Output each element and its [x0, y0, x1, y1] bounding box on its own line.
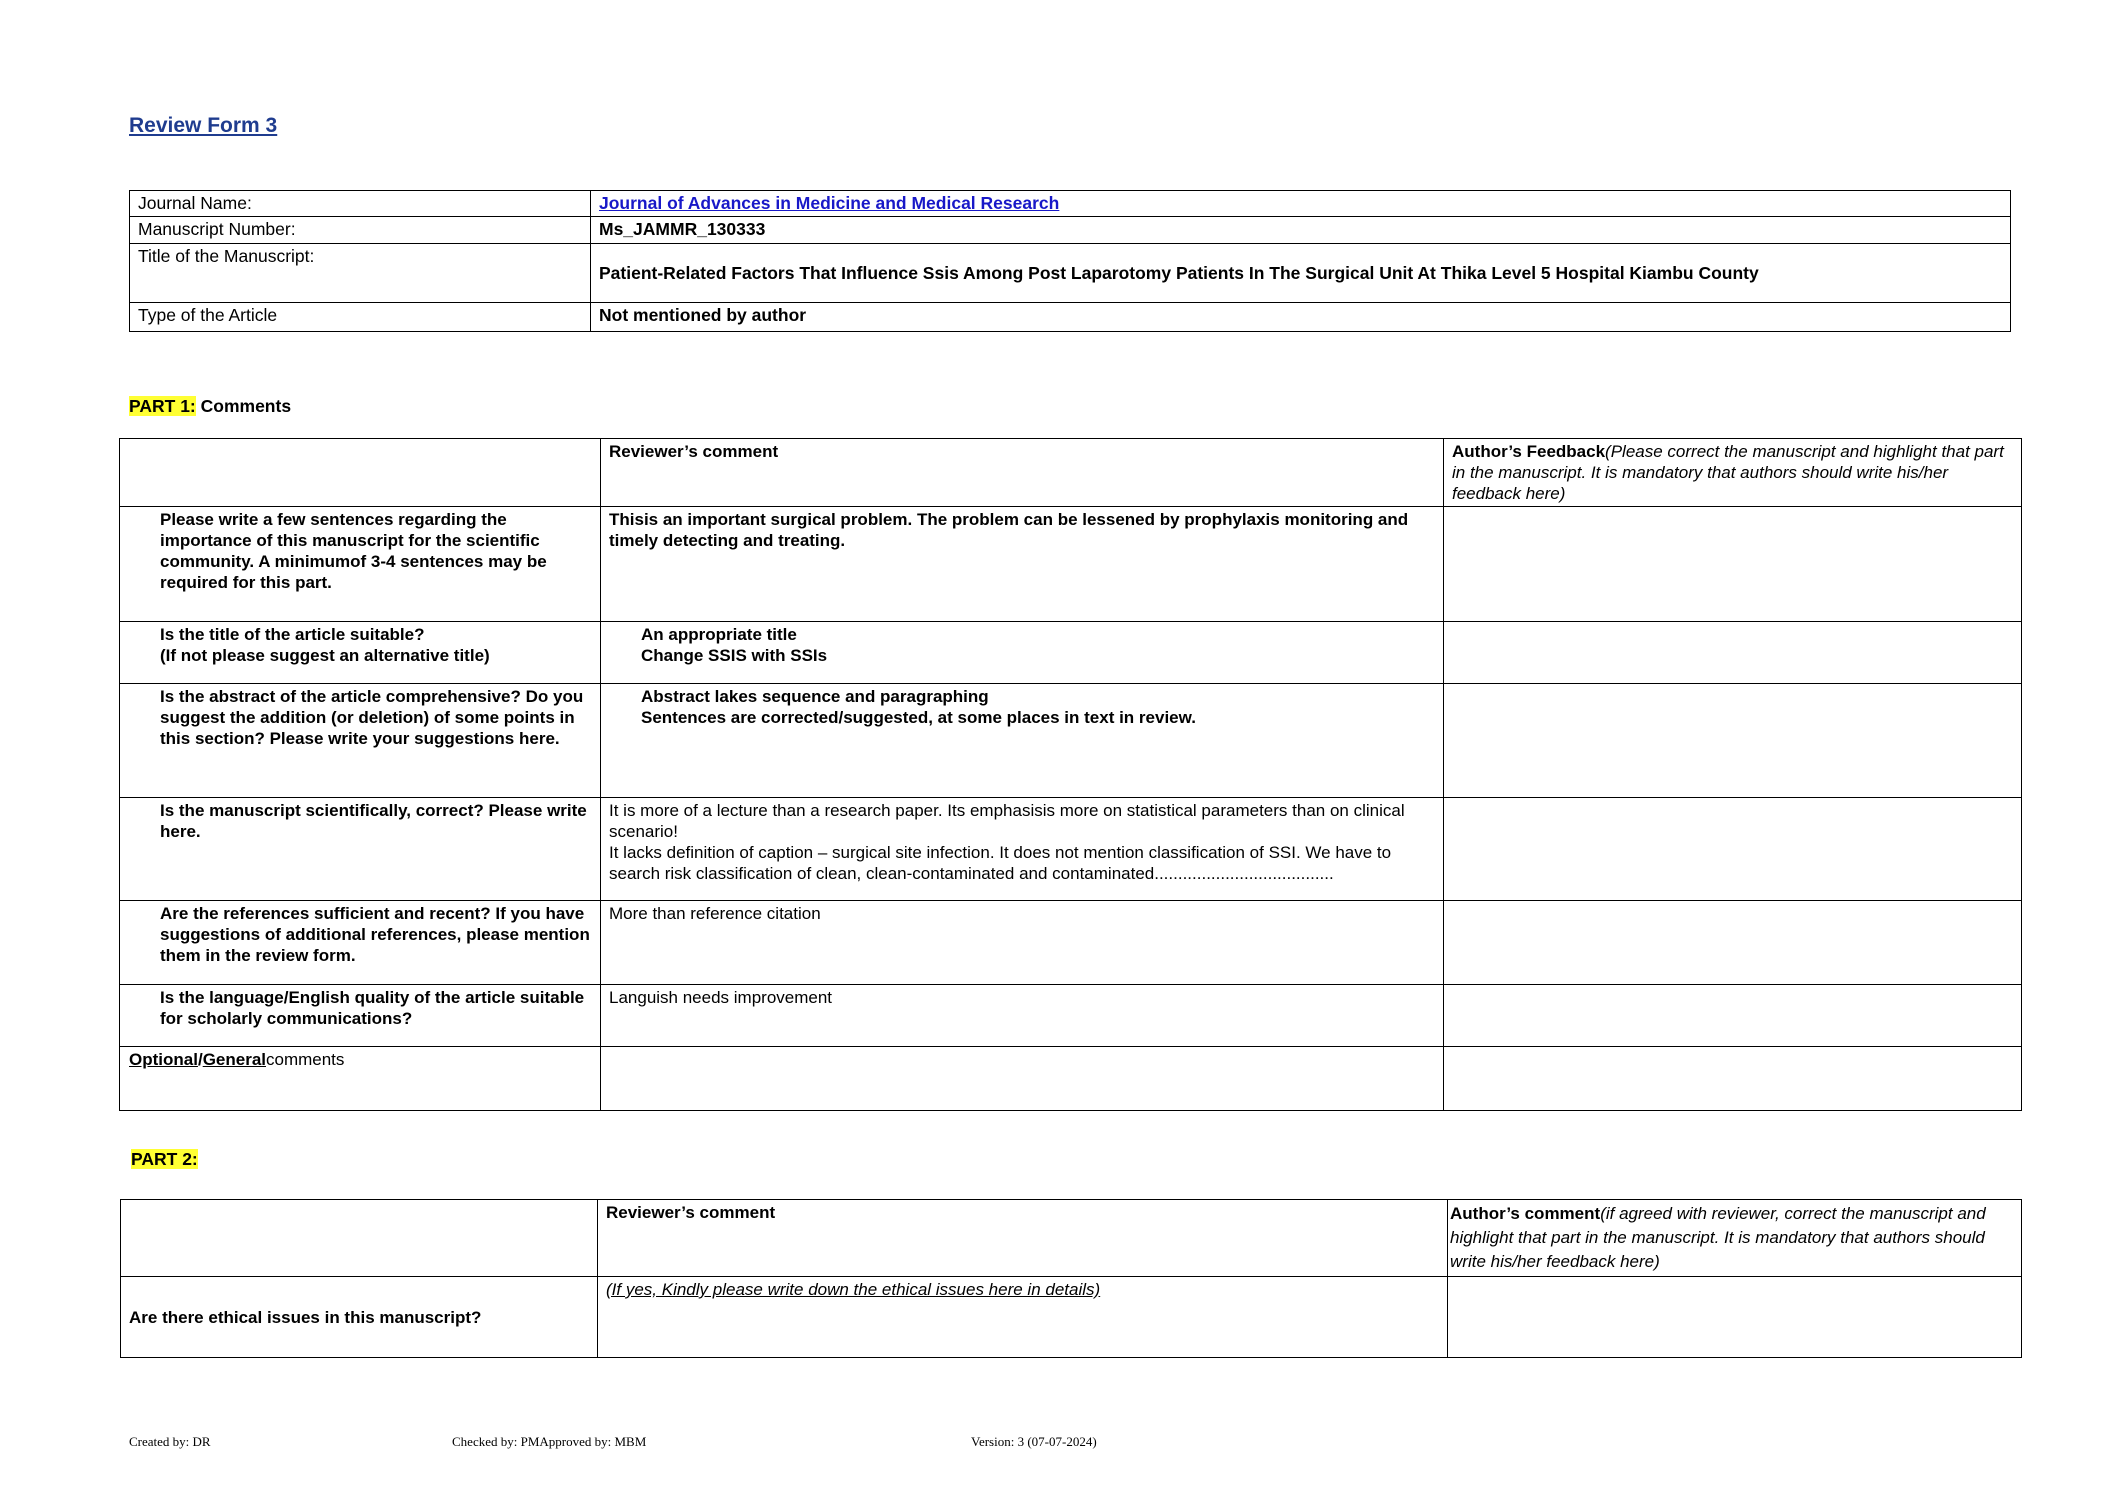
author-comment-label: Author’s comment: [1450, 1204, 1601, 1223]
reviewer-comment-cell: Thisis an important surgical problem. The problem can be lessened by prophylaxis monitoring and timely detecting and treating.: [601, 507, 1444, 622]
part1-comments-table: [119, 438, 2022, 1111]
table-row: [120, 507, 2022, 622]
reviewer-comment-cell: It is more of a lecture than a research paper. Its emphasisis more on statistical parameters than on clinical scenario! It lacks definition of caption – surgical site infection. It does not mention classification of SSI. We have to search risk classification of clean, clean-contaminated and contaminated......................................: [601, 798, 1444, 901]
table-row: [120, 798, 2022, 901]
part1-label-suffix: Comments: [195, 396, 292, 416]
part2-heading: [131, 1149, 198, 1170]
ethical-issues-hint: (If yes, Kindly please write down the ethical issues here in details): [606, 1280, 1101, 1299]
manuscript-info-table: [129, 190, 2011, 332]
part2-table: [120, 1199, 2022, 1358]
table-row: [120, 985, 2022, 1047]
journal-name-label: Journal Name:: [130, 191, 591, 217]
reviewer-comment-cell: Languish needs improvement: [601, 985, 1444, 1047]
part1-label: PART 1:: [129, 396, 196, 416]
question-cell: Is the title of the article suitable? (If not please suggest an alternative title): [120, 622, 601, 684]
ethical-reviewer-cell[interactable]: [598, 1277, 1448, 1358]
manuscript-number-label: Manuscript Number:: [130, 217, 591, 244]
part1-header-author: [1444, 439, 2022, 507]
author-feedback-cell[interactable]: [1444, 622, 2022, 684]
author-feedback-cell[interactable]: [1444, 985, 2022, 1047]
footer-version: Version: 3 (07-07-2024): [971, 1434, 1097, 1449]
question-cell: Is the language/English quality of the article suitable for scholarly communications?: [120, 985, 601, 1047]
page-title: Review Form 3: [129, 114, 278, 137]
reviewer-comment-cell: Abstract lakes sequence and paragraphing Sentences are corrected/suggested, at some places in text in review.: [601, 684, 1444, 798]
author-feedback-cell[interactable]: [1444, 684, 2022, 798]
part1-header-blank: [120, 439, 601, 507]
part2-header-blank: [121, 1200, 598, 1277]
part1-header-reviewer: Reviewer’s comment: [601, 439, 1444, 507]
table-row: [120, 1047, 2022, 1111]
article-type-value: Not mentioned by author: [591, 303, 2011, 332]
footer-checked: Checked by: PMApproved by: MBM: [452, 1434, 647, 1449]
optional-reviewer-cell[interactable]: [601, 1047, 1444, 1111]
optional-comments-label: Optional/Generalcomments: [120, 1047, 601, 1111]
part2-header-author: [1448, 1200, 2022, 1277]
author-feedback-cell[interactable]: [1444, 798, 2022, 901]
table-row: [120, 901, 2022, 985]
author-feedback-cell[interactable]: [1444, 901, 2022, 985]
question-cell: Is the abstract of the article comprehensive? Do you suggest the addition (or deletion) of some points in this section? Please write your suggestions here.: [120, 684, 601, 798]
question-cell: Please write a few sentences regarding the importance of this manuscript for the scientific community. A minimumof 3-4 sentences may be required for this part.: [120, 507, 601, 622]
manuscript-number-value: Ms_JAMMR_130333: [591, 217, 2011, 244]
ethical-issues-question: Are there ethical issues in this manuscript?: [121, 1277, 598, 1358]
optional-author-cell[interactable]: [1444, 1047, 2022, 1111]
manuscript-title-value: Patient-Related Factors That Influence Ssis Among Post Laparotomy Patients In The Surgical Unit At Thika Level 5 Hospital Kiambu County: [591, 244, 2011, 303]
question-cell: Are the references sufficient and recent? If you have suggestions of additional references, please mention them in the review form.: [120, 901, 601, 985]
manuscript-title-label: Title of the Manuscript:: [130, 244, 591, 303]
part2-header-reviewer: Reviewer’s comment: [598, 1200, 1448, 1277]
author-feedback-label: Author’s Feedback: [1452, 442, 1606, 461]
footer-created: Created by: DR: [129, 1434, 211, 1449]
journal-link[interactable]: Journal of Advances in Medicine and Medical Research: [599, 193, 1060, 213]
article-type-label: Type of the Article: [130, 303, 591, 332]
reviewer-comment-cell: More than reference citation: [601, 901, 1444, 985]
table-row: [120, 622, 2022, 684]
reviewer-comment-cell: An appropriate title Change SSIS with SSIs: [601, 622, 1444, 684]
part1-heading: [129, 396, 291, 417]
table-row: [121, 1277, 2022, 1358]
journal-name-value: [591, 191, 2011, 217]
author-feedback-instructions: (Please correct the manuscript and highlight that part in the manuscript. It is mandatory that authors should write his/her feedback here): [1452, 442, 2004, 503]
author-comment-instructions: (if agreed with reviewer, correct the manuscript and highlight that part in the manuscript. It is mandatory that authors should write his/her feedback here): [1450, 1204, 1986, 1271]
part2-label: PART 2:: [131, 1149, 198, 1169]
question-cell: Is the manuscript scientifically, correct? Please write here.: [120, 798, 601, 901]
ethical-author-cell[interactable]: [1448, 1277, 2022, 1358]
author-feedback-cell[interactable]: [1444, 507, 2022, 622]
table-row: [120, 684, 2022, 798]
